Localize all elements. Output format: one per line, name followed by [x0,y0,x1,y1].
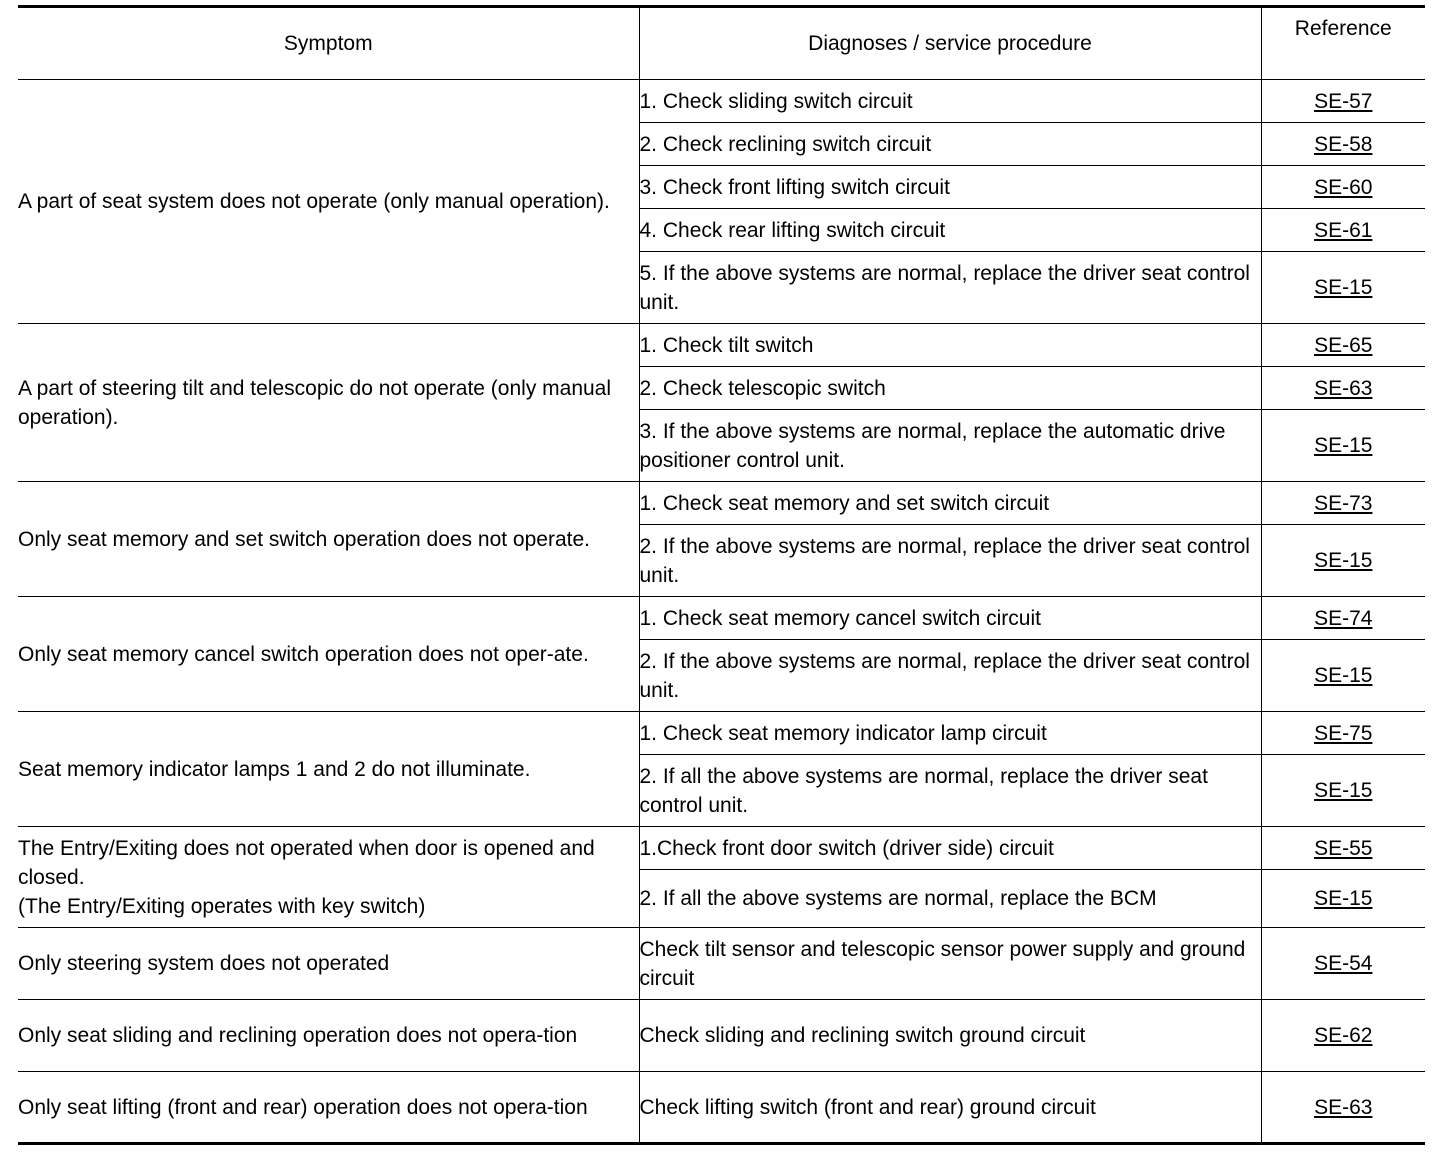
procedure-step: 5. If the above systems are normal, replace the driver seat control unit. [639,252,1261,324]
procedure-step: 2. If all the above systems are normal, replace the BCM [639,870,1261,928]
reference-link[interactable]: SE-63 [1261,1072,1425,1144]
procedure-step: 4. Check rear lifting switch circuit [639,209,1261,252]
procedure-step: Check sliding and reclining switch ground circuit [639,1000,1261,1072]
procedure-step: Check tilt sensor and telescopic sensor power supply and ground circuit [639,928,1261,1000]
reference-link[interactable]: SE-55 [1261,827,1425,870]
reference-link[interactable]: SE-58 [1261,123,1425,166]
symptom-cell: Seat memory indicator lamps 1 and 2 do not illuminate. [18,712,639,827]
reference-link[interactable]: SE-15 [1261,755,1425,827]
table-row [18,712,1425,755]
table-row [18,928,1425,1000]
reference-link[interactable]: SE-73 [1261,482,1425,525]
reference-link[interactable]: SE-15 [1261,525,1425,597]
symptom-note: (The Entry/Exiting operates with key switch) [18,894,426,918]
table-row [18,482,1425,525]
procedure-step: 1. Check seat memory cancel switch circuit [639,597,1261,640]
procedure-step: 1. Check seat memory and set switch circuit [639,482,1261,525]
symptom-cell: A part of seat system does not operate (only manual operation). [18,80,639,324]
reference-link[interactable]: SE-15 [1261,410,1425,482]
reference-link[interactable]: SE-15 [1261,640,1425,712]
symptom-cell: Only seat lifting (front and rear) operation does not opera-tion [18,1072,639,1144]
reference-link[interactable]: SE-65 [1261,324,1425,367]
reference-link[interactable]: SE-54 [1261,928,1425,1000]
procedure-step: 1.Check front door switch (driver side) circuit [639,827,1261,870]
symptom-header: Symptom [18,7,639,80]
procedure-header: Diagnoses / service procedure [639,7,1261,80]
procedure-step: 2. Check telescopic switch [639,367,1261,410]
reference-link[interactable]: SE-15 [1261,252,1425,324]
symptom-cell: Only seat memory and set switch operation does not operate. [18,482,639,597]
symptom-cell: A part of steering tilt and telescopic do not operate (only manual operation). [18,324,639,482]
reference-header: Reference [1261,7,1425,80]
symptom-cell: Only seat memory cancel switch operation does not oper-ate. [18,597,639,712]
table-row [18,324,1425,367]
symptom-cell: Only steering system does not operated [18,928,639,1000]
procedure-step: 1. Check seat memory indicator lamp circuit [639,712,1261,755]
reference-link[interactable]: SE-62 [1261,1000,1425,1072]
symptom-text: The Entry/Exiting does not operated when door is opened and closed. [18,836,595,889]
table-row [18,827,1425,870]
reference-link[interactable]: SE-74 [1261,597,1425,640]
symptom-cell [18,827,639,928]
table-row [18,597,1425,640]
reference-link[interactable]: SE-57 [1261,80,1425,123]
procedure-step: 2. If the above systems are normal, replace the driver seat control unit. [639,640,1261,712]
procedure-step: 3. Check front lifting switch circuit [639,166,1261,209]
procedure-step: 1. Check sliding switch circuit [639,80,1261,123]
reference-link[interactable]: SE-61 [1261,209,1425,252]
procedure-step: Check lifting switch (front and rear) ground circuit [639,1072,1261,1144]
procedure-step: 3. If the above systems are normal, replace the automatic drive positioner control unit. [639,410,1261,482]
reference-link[interactable]: SE-75 [1261,712,1425,755]
reference-link[interactable]: SE-15 [1261,870,1425,928]
header-row [18,7,1425,80]
symptom-cell: Only seat sliding and reclining operation does not opera-tion [18,1000,639,1072]
procedure-step: 2. Check reclining switch circuit [639,123,1261,166]
procedure-step: 1. Check tilt switch [639,324,1261,367]
procedure-step: 2. If all the above systems are normal, replace the driver seat control unit. [639,755,1261,827]
table-row [18,1000,1425,1072]
reference-link[interactable]: SE-63 [1261,367,1425,410]
reference-link[interactable]: SE-60 [1261,166,1425,209]
procedure-step: 2. If the above systems are normal, replace the driver seat control unit. [639,525,1261,597]
table-row [18,80,1425,123]
diagnosis-table [18,5,1425,1145]
table-row [18,1072,1425,1144]
